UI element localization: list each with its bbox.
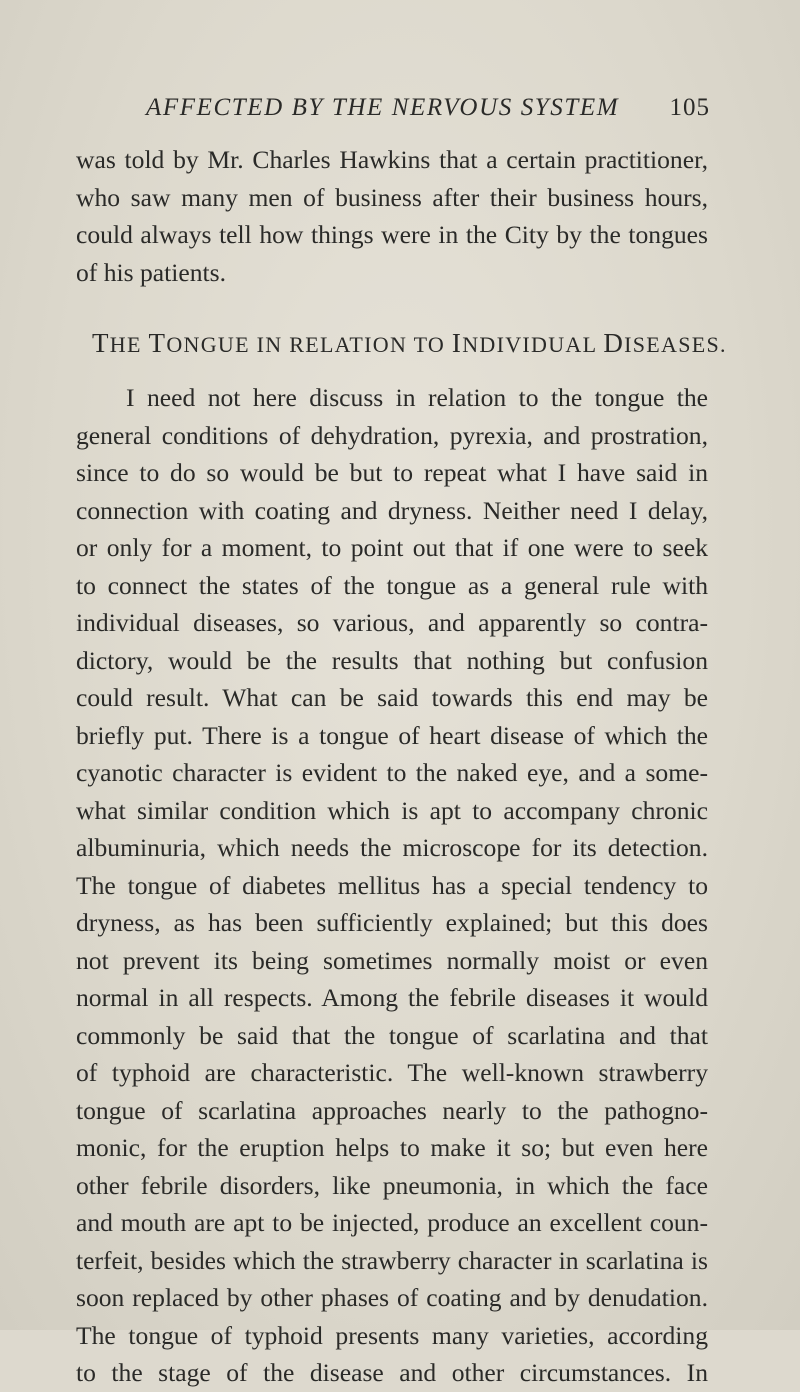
text-line: connection with coating and dryness. Neither need I delay, (76, 495, 708, 525)
heading-cap: T (92, 328, 110, 358)
heading-small-caps: NDIVIDUAL (462, 332, 604, 357)
text-line: tongue of scarlatina approaches nearly to the pathogno- (76, 1095, 708, 1125)
text-line: I need not here discuss in relation to the tongue the (126, 383, 708, 412)
text-line: cyanotic character is evident to the naked eye, and a some- (76, 758, 708, 787)
text-line: terfeit, besides which the strawberry character in scarlatina is (76, 1245, 708, 1275)
heading-small-caps: ONGUE IN RELATION TO (166, 332, 452, 357)
text-line: was told by Mr. Charles Hawkins that a certain practitioner, (76, 145, 708, 174)
heading-small-caps: ISEASES. (624, 332, 727, 357)
heading-small-caps: HE (109, 332, 149, 357)
heading-cap: T (148, 328, 167, 358)
text-line: briefly put. There is a tongue of heart disease of which the (76, 720, 708, 750)
text-line: dryness, as has been sufficiently explained; but this does (76, 908, 708, 937)
text-line: The tongue of typhoid presents many varieties, according (76, 1320, 708, 1350)
text-line: could result. What can be said towards this end may be (76, 683, 708, 712)
text-line: or only for a moment, to point out that if one were to seek (76, 533, 708, 562)
text-line: individual diseases, so various, and apparently so contra- (76, 608, 708, 637)
text-line: dictory, would be the results that nothing but confusion (76, 645, 708, 675)
text-line: of typhoid are characteristic. The well-known strawberry (76, 1058, 708, 1087)
text-line: since to do so would be but to repeat what I have said in (76, 458, 708, 487)
heading-cap: D (603, 328, 625, 358)
text-line: normal in all respects. Among the febrile diseases it would (76, 983, 708, 1012)
running-title: AFFECTED BY THE NERVOUS SYSTEM (146, 94, 620, 121)
text-line: The tongue of diabetes mellitus has a special tendency to (76, 870, 708, 900)
text-line: not prevent its being sometimes normally moist or even (76, 945, 708, 975)
text-line: who saw many men of business after their business hours, (76, 182, 708, 212)
text-line: could always tell how things were in the City by the tongues (76, 220, 708, 249)
page-number: 105 (669, 94, 710, 121)
section-heading (76, 324, 727, 362)
text-line: commonly be said that the tongue of scarlatina and that (76, 1020, 708, 1050)
text-line: of his patients. (76, 257, 226, 287)
text-line: general conditions of dehydration, pyrexia, and prostration, (76, 420, 708, 450)
body-text (76, 141, 727, 1392)
text-line: to connect the states of the tongue as a general rule with (76, 570, 708, 600)
text-line: to the stage of the disease and other circumstances. In (76, 1358, 708, 1387)
text-line: albuminuria, which needs the microscope for its detection. (76, 833, 708, 862)
text-line: soon replaced by other phases of coating and by denudation. (76, 1283, 708, 1312)
text-line: what similar condition which is apt to accompany chronic (76, 795, 708, 825)
text-line: and mouth are apt to be injected, produce an excellent coun- (76, 1208, 708, 1237)
running-head (140, 94, 710, 134)
heading-cap: I (451, 328, 463, 358)
text-line: monic, for the eruption helps to make it so; but even here (76, 1133, 708, 1162)
text-line: other febrile disorders, like pneumonia, in which the face (76, 1170, 708, 1200)
